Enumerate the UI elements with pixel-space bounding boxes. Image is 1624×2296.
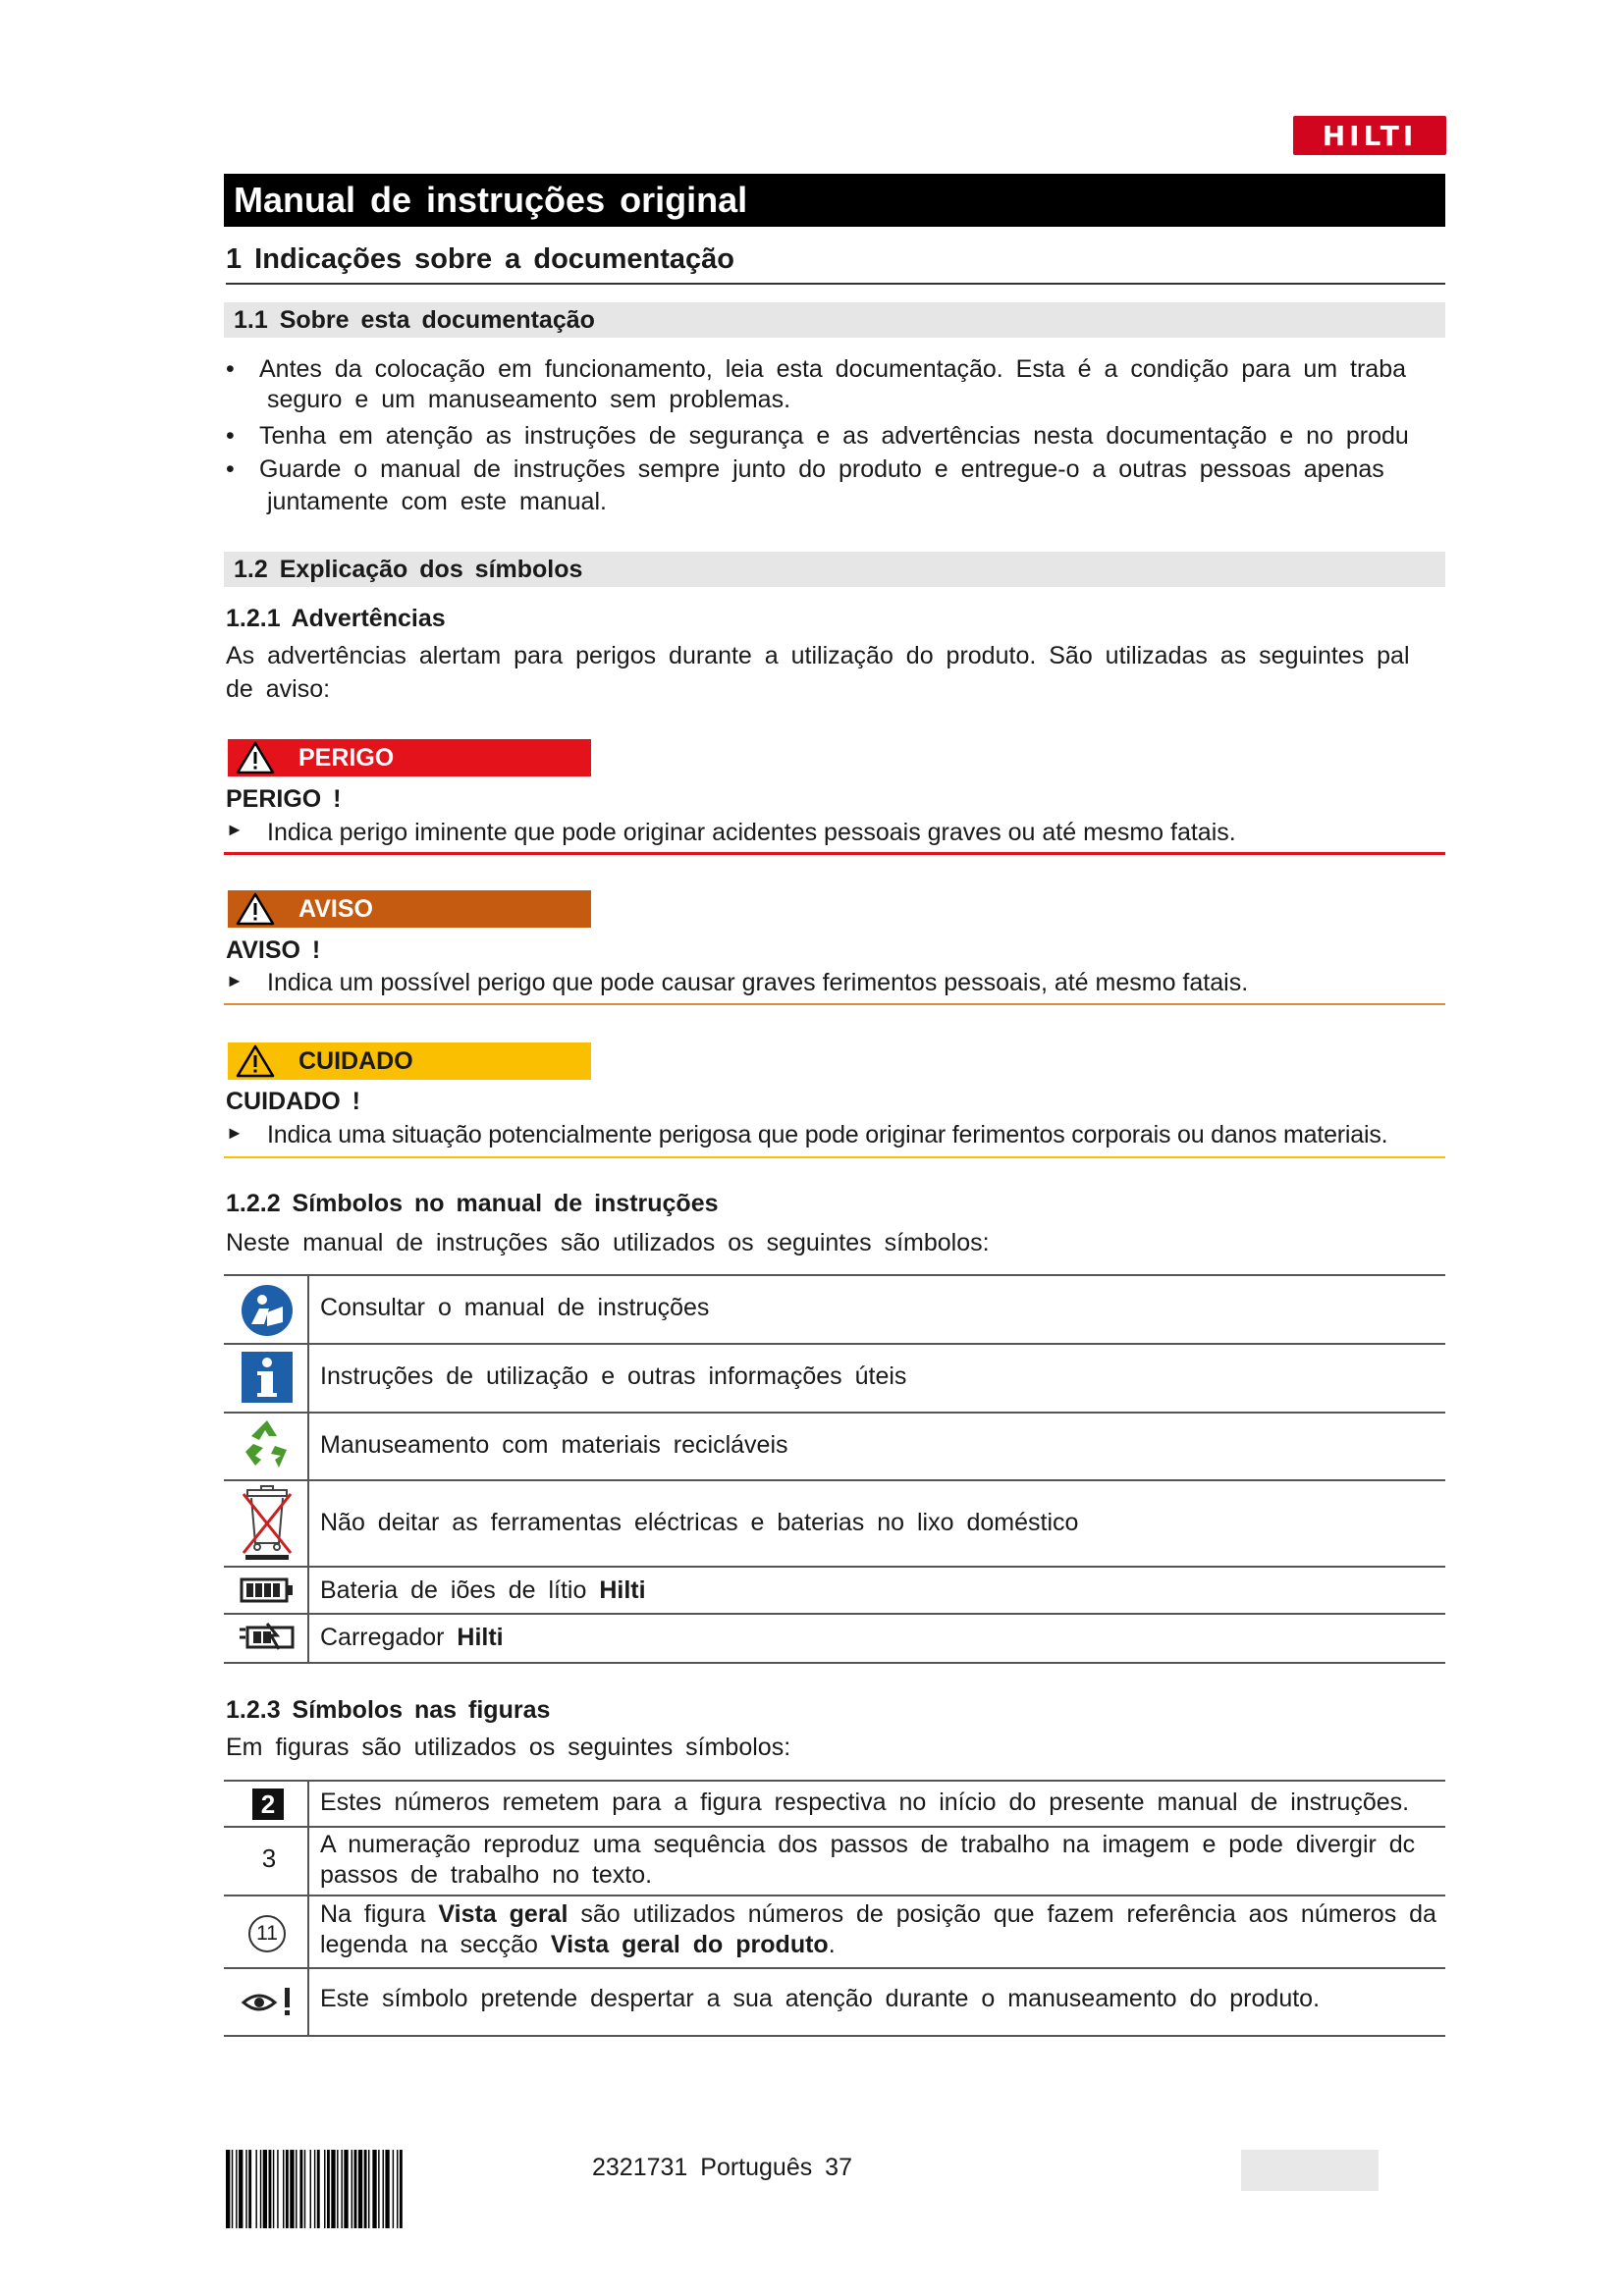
danger-separator bbox=[224, 852, 1445, 855]
section-heading: 1 Indicações sobre a documentação bbox=[226, 243, 1445, 285]
bullet-3-line-2: juntamente com este manual. bbox=[267, 488, 607, 515]
subsection-heading-1-2: 1.2 Explicação dos símbolos bbox=[224, 552, 1445, 587]
figure-row-text: Estes números remetem para a figura respectiva no início do presente manual de instruções. bbox=[320, 1789, 1410, 1816]
warning-triangle-icon bbox=[236, 892, 275, 926]
no-household-waste-icon bbox=[240, 1484, 295, 1561]
danger-title: PERIGO ! bbox=[226, 785, 342, 813]
figure-symbols-intro: Em figuras são utilizados os seguintes símbolos: bbox=[226, 1734, 791, 1761]
figure-row-text-part: . bbox=[828, 1931, 836, 1958]
caution-label-text: CUIDADO bbox=[298, 1046, 413, 1075]
table-border bbox=[224, 1613, 1445, 1615]
read-manual-icon bbox=[240, 1283, 295, 1338]
manual-symbols-intro: Neste manual de instruções são utilizados os seguintes símbolos: bbox=[226, 1229, 990, 1256]
battery-icon bbox=[240, 1575, 295, 1605]
warning-label-text: AVISO bbox=[298, 894, 373, 923]
table-border bbox=[224, 1274, 1445, 1276]
warning-separator bbox=[224, 1003, 1445, 1005]
warnings-intro-line-1: As advertências alertam para perigos durante a utilização do produto. São utilizadas as seguintes pal bbox=[226, 642, 1410, 669]
bullet-2-line-1: Tenha em atenção as instruções de segurança e as advertências nesta documentação e no produ bbox=[259, 422, 1409, 450]
warnings-intro-line-2: de aviso: bbox=[226, 675, 331, 703]
footer-box bbox=[1241, 2150, 1379, 2191]
figure-row-bold: Vista geral do produto bbox=[550, 1931, 829, 1958]
symbol-row-text-part: Carregador bbox=[320, 1624, 445, 1651]
footer-text: 2321731 Português 37 bbox=[592, 2154, 852, 2181]
warning-title: AVISO ! bbox=[226, 936, 321, 964]
hilti-logo: HILTI bbox=[1293, 116, 1446, 155]
danger-text: Indica perigo iminente que pode originar acidentes pessoais graves ou até mesmo fatais. bbox=[267, 819, 1236, 846]
caution-title: CUIDADO ! bbox=[226, 1088, 360, 1115]
symbol-row-text: Consultar o manual de instruções bbox=[320, 1294, 710, 1321]
symbol-row-brand: Hilti bbox=[599, 1576, 646, 1604]
figure-row-text-part: legenda na secção bbox=[320, 1931, 538, 1958]
heading-1-2-1: 1.2.1 Advertências bbox=[226, 605, 446, 632]
figure-row-text: Este símbolo pretende despertar a sua atenção durante o manuseamento do produto. bbox=[320, 1985, 1321, 2012]
table-border bbox=[224, 1566, 1445, 1568]
figure-row-text bbox=[320, 1931, 836, 1959]
figure-row-text-part: Na figura bbox=[320, 1900, 426, 1928]
warning-text: Indica um possível perigo que pode causar graves ferimentos pessoais, até mesmo fatais. bbox=[267, 969, 1249, 996]
table-divider bbox=[307, 1780, 309, 2035]
symbol-row-text-part: Bateria de iões de lítio bbox=[320, 1576, 587, 1604]
bullet-1-line-1: Antes da colocação em funcionamento, leia esta documentação. Esta é a condição para um traba bbox=[259, 355, 1406, 383]
symbol-row-brand: Hilti bbox=[457, 1624, 504, 1651]
barcode-image bbox=[226, 2150, 562, 2228]
figure-row-bold: Vista geral bbox=[438, 1900, 568, 1928]
table-border bbox=[224, 1895, 1445, 1896]
figure-row-text: passos de trabalho no texto. bbox=[320, 1861, 653, 1889]
table-border bbox=[224, 2035, 1445, 2037]
table-border bbox=[224, 1479, 1445, 1481]
bullet-3-line-1: Guarde o manual de instruções sempre junto do produto e entregue-o a outras pessoas apenas bbox=[259, 455, 1384, 483]
symbol-row-text: Manuseamento com materiais recicláveis bbox=[320, 1431, 788, 1459]
bullet-dot: • bbox=[226, 355, 235, 383]
document-title: Manual de instruções original bbox=[224, 174, 1445, 227]
warning-triangle-icon bbox=[236, 1044, 275, 1078]
heading-1-2-2: 1.2.2 Símbolos no manual de instruções bbox=[226, 1190, 719, 1217]
bullet-1-line-2: seguro e um manuseamento sem problemas. bbox=[267, 386, 791, 413]
symbol-row-text: Não deitar as ferramentas eléctricas e baterias no lixo doméstico bbox=[320, 1509, 1079, 1536]
caution-separator bbox=[224, 1156, 1445, 1158]
arrow-marker: ► bbox=[226, 820, 244, 839]
danger-label bbox=[228, 739, 591, 776]
caution-text: Indica uma situação potencialmente perigosa que pode originar ferimentos corporais ou danos materiais. bbox=[267, 1121, 1388, 1148]
subsection-heading-1-1: 1.1 Sobre esta documentação bbox=[224, 302, 1445, 338]
figure-number-icon: 2 bbox=[252, 1789, 284, 1820]
symbol-row-text bbox=[320, 1576, 646, 1605]
symbol-row-text: Instruções de utilização e outras informações úteis bbox=[320, 1362, 907, 1390]
figure-row-text-part: são utilizados números de posição que fazem referência aos números da bbox=[580, 1900, 1436, 1928]
caution-label bbox=[228, 1042, 591, 1080]
bullet-dot: • bbox=[226, 422, 235, 450]
figure-row-text bbox=[320, 1900, 1436, 1929]
table-border bbox=[224, 1343, 1445, 1345]
table-border bbox=[224, 1967, 1445, 1969]
warning-label bbox=[228, 890, 591, 928]
bullet-dot: • bbox=[226, 455, 235, 483]
table-border bbox=[224, 1412, 1445, 1414]
warning-triangle-icon bbox=[236, 741, 275, 774]
heading-1-2-3: 1.2.3 Símbolos nas figuras bbox=[226, 1696, 551, 1724]
symbol-row-text bbox=[320, 1624, 504, 1652]
step-number-icon: 3 bbox=[261, 1843, 277, 1873]
attention-eye-icon bbox=[240, 1985, 298, 2018]
table-border bbox=[224, 1826, 1445, 1828]
recycle-icon bbox=[240, 1416, 295, 1473]
charger-icon bbox=[238, 1620, 297, 1653]
table-divider bbox=[307, 1274, 309, 1662]
position-number-icon: 11 bbox=[248, 1915, 286, 1952]
figure-row-text: A numeração reproduz uma sequência dos passos de trabalho na imagem e pode divergir dc bbox=[320, 1831, 1416, 1858]
danger-label-text: PERIGO bbox=[298, 743, 395, 772]
info-icon bbox=[240, 1350, 295, 1405]
arrow-marker: ► bbox=[226, 1123, 244, 1143]
table-border bbox=[224, 1780, 1445, 1782]
table-border bbox=[224, 1662, 1445, 1664]
arrow-marker: ► bbox=[226, 971, 244, 990]
